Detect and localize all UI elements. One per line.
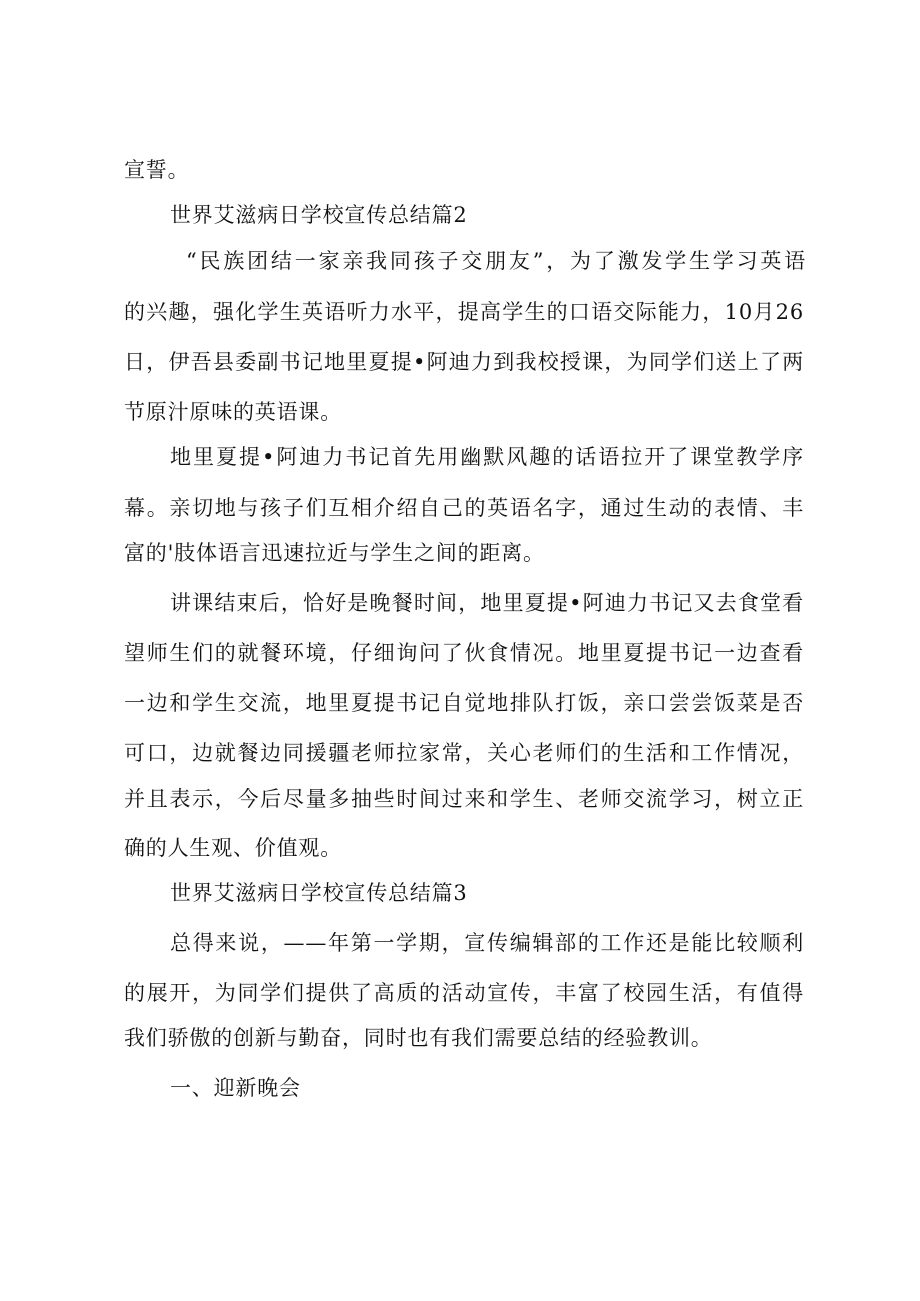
text-line: 我们骄傲的创新与勤奋，同时也有我们需要总结的经验教训。 <box>124 1026 713 1050</box>
text-line: 日，伊吾县委副书记地里夏提•阿迪力到我校授课，为同学们送上了两 <box>124 350 804 374</box>
text-line: 总得来说，——年第一学期，宣传编辑部的工作还是能比较顺利 <box>170 931 804 955</box>
text-line: 并且表示，今后尽量多抽些时间过来和学生、老师交流学习，树立正 <box>124 787 804 811</box>
text-line: 地里夏提•阿迪力书记首先用幽默风趣的话语拉开了课堂教学序 <box>170 445 804 469</box>
section-heading: 世界艾滋病日学校宣传总结篇2 <box>170 203 468 227</box>
text-line: 富的'肢体语言迅速拉近与学生之间的距离。 <box>124 541 545 565</box>
text-line: 一边和学生交流，地里夏提书记自觉地排队打饭，亲口尝尝饭菜是否 <box>124 691 804 715</box>
text-line: 望师生们的就餐环境，仔细询问了伙食情况。地里夏提书记一边查看 <box>124 641 804 665</box>
section-heading: 世界艾滋病日学校宣传总结篇3 <box>170 881 468 905</box>
text-line: 幕。亲切地与孩子们互相介绍自己的英语名字，通过生动的表情、丰 <box>124 496 804 520</box>
text-line: 讲课结束后，恰好是晚餐时间，地里夏提•阿迪力书记又去食堂看 <box>170 591 804 615</box>
text-line: 的兴趣，强化学生英语听力水平，提高学生的口语交际能力，10月26 <box>124 300 804 324</box>
text-line: 宣誓。 <box>124 158 190 182</box>
text-line: “民族团结一家亲我同孩子交朋友”，为了激发学生学习英语 <box>186 249 806 273</box>
text-line: 可口，边就餐边同援疆老师拉家常，关心老师们的生活和工作情况， <box>124 741 804 765</box>
text-line: 确的人生观、价值观。 <box>124 836 342 860</box>
section-heading: 一、迎新晚会 <box>170 1076 301 1100</box>
text-line: 的展开，为同学们提供了高质的活动宣传，丰富了校园生活，有值得 <box>124 981 804 1005</box>
text-line: 节原汁原味的英语课。 <box>124 400 342 424</box>
